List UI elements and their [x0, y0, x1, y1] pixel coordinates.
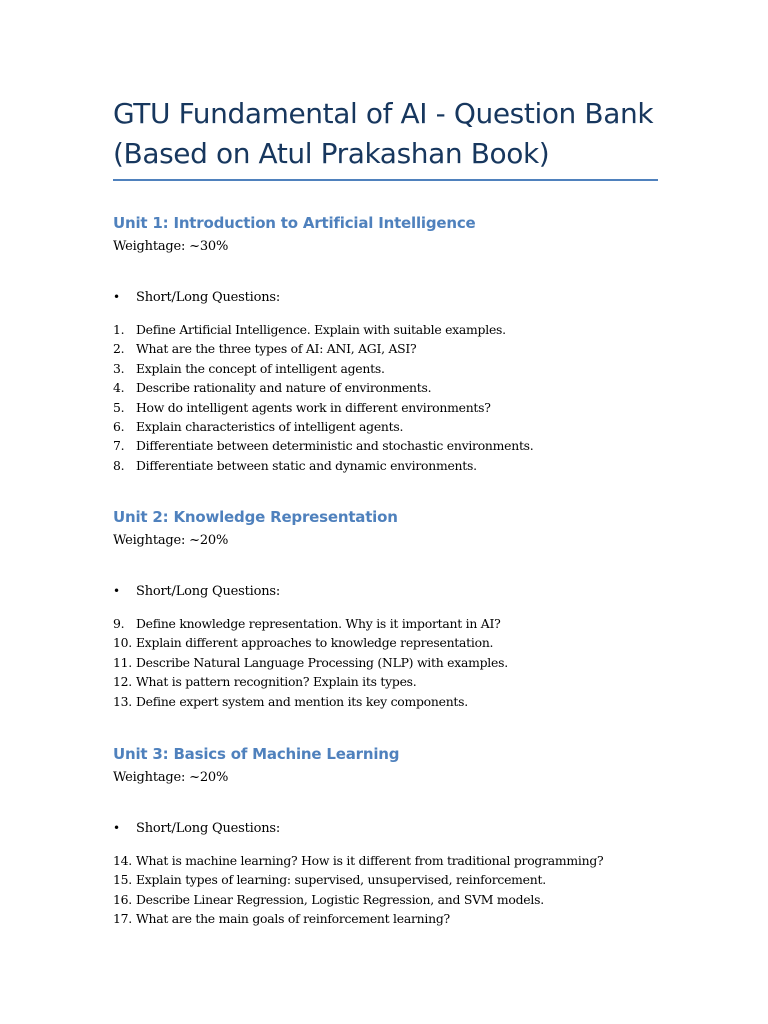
question-number: 15. [113, 872, 132, 888]
question-number: 11. [113, 654, 132, 670]
unit-1-bullet-text: Short/Long Questions: [136, 290, 281, 305]
unit-1-bullet-item [113, 290, 280, 305]
question-text: Describe Natural Language Processing (NLP) with examples. [136, 654, 508, 670]
bullet-icon: • [113, 821, 120, 835]
question-text: What is pattern recognition? Explain its types. [136, 674, 417, 690]
question-number: 17. [113, 911, 132, 927]
title-line-1: GTU Fundamental of AI - Question Bank [113, 97, 654, 130]
question-item [113, 890, 603, 909]
bullet-icon: • [113, 290, 120, 304]
unit-3-weightage: Weightage: ~20% [113, 770, 229, 785]
unit-2-heading: Unit 2: Knowledge Representation [113, 508, 398, 526]
unit-3-question-list [113, 851, 603, 929]
question-item [113, 378, 533, 397]
question-number: 2. [113, 341, 125, 357]
question-text: How do intelligent agents work in different environments? [136, 399, 491, 415]
question-text: Describe Linear Regression, Logistic Regression, and SVM models. [136, 891, 544, 907]
question-number: 13. [113, 693, 132, 709]
question-text: What are the main goals of reinforcement learning? [136, 911, 450, 927]
question-item [113, 436, 533, 455]
question-text: What is machine learning? How is it different from traditional programming? [136, 853, 604, 868]
unit-1-weightage: Weightage: ~30% [113, 239, 229, 254]
unit-2-question-list [113, 614, 508, 711]
question-text: Explain characteristics of intelligent agents. [136, 418, 404, 434]
question-number: 4. [113, 380, 125, 396]
question-item [113, 672, 508, 691]
question-item [113, 909, 603, 928]
question-item [113, 339, 533, 358]
question-number: 3. [113, 360, 125, 376]
question-item [113, 320, 533, 339]
question-item [113, 359, 533, 378]
question-number: 9. [113, 616, 125, 631]
question-number: 10. [113, 635, 132, 651]
question-number: 8. [113, 457, 125, 473]
document-title [113, 94, 673, 174]
unit-3-bullet-item [113, 821, 280, 836]
question-number: 6. [113, 418, 125, 434]
question-text: Explain types of learning: supervised, unsupervised, reinforcement. [136, 872, 546, 888]
question-item [113, 398, 533, 417]
question-item [113, 870, 603, 889]
question-item [113, 692, 508, 711]
question-item [113, 653, 508, 672]
unit-3-bullet-text: Short/Long Questions: [136, 821, 281, 836]
question-item [113, 851, 603, 870]
question-item [113, 456, 533, 475]
question-number: 5. [113, 399, 125, 415]
unit-2-bullet-item [113, 584, 280, 599]
unit-2-bullet-text: Short/Long Questions: [136, 584, 281, 599]
question-text: What are the three types of AI: ANI, AGI, ASI? [136, 341, 417, 357]
question-text: Differentiate between deterministic and stochastic environments. [136, 438, 534, 454]
unit-1-question-list [113, 320, 533, 475]
question-item [113, 633, 508, 652]
title-underline [113, 179, 658, 181]
question-text: Differentiate between static and dynamic environments. [136, 457, 477, 473]
question-number: 7. [113, 438, 125, 454]
question-text: Describe rationality and nature of environments. [136, 380, 432, 396]
unit-2-weightage: Weightage: ~20% [113, 533, 229, 548]
question-text: Define knowledge representation. Why is it important in AI? [136, 616, 501, 631]
question-number: 1. [113, 322, 125, 337]
question-number: 16. [113, 891, 132, 907]
question-text: Explain the concept of intelligent agents. [136, 360, 385, 376]
question-text: Define Artificial Intelligence. Explain with suitable examples. [136, 322, 506, 337]
question-number: 14. [113, 853, 132, 868]
question-text: Explain different approaches to knowledge representation. [136, 635, 494, 651]
question-item [113, 614, 508, 633]
question-number: 12. [113, 674, 132, 690]
question-item [113, 417, 533, 436]
unit-1-heading: Unit 1: Introduction to Artificial Intelligence [113, 214, 476, 232]
unit-3-heading: Unit 3: Basics of Machine Learning [113, 745, 400, 763]
title-line-2: (Based on Atul Prakashan Book) [113, 137, 550, 170]
question-text: Define expert system and mention its key components. [136, 693, 468, 709]
bullet-icon: • [113, 584, 120, 598]
